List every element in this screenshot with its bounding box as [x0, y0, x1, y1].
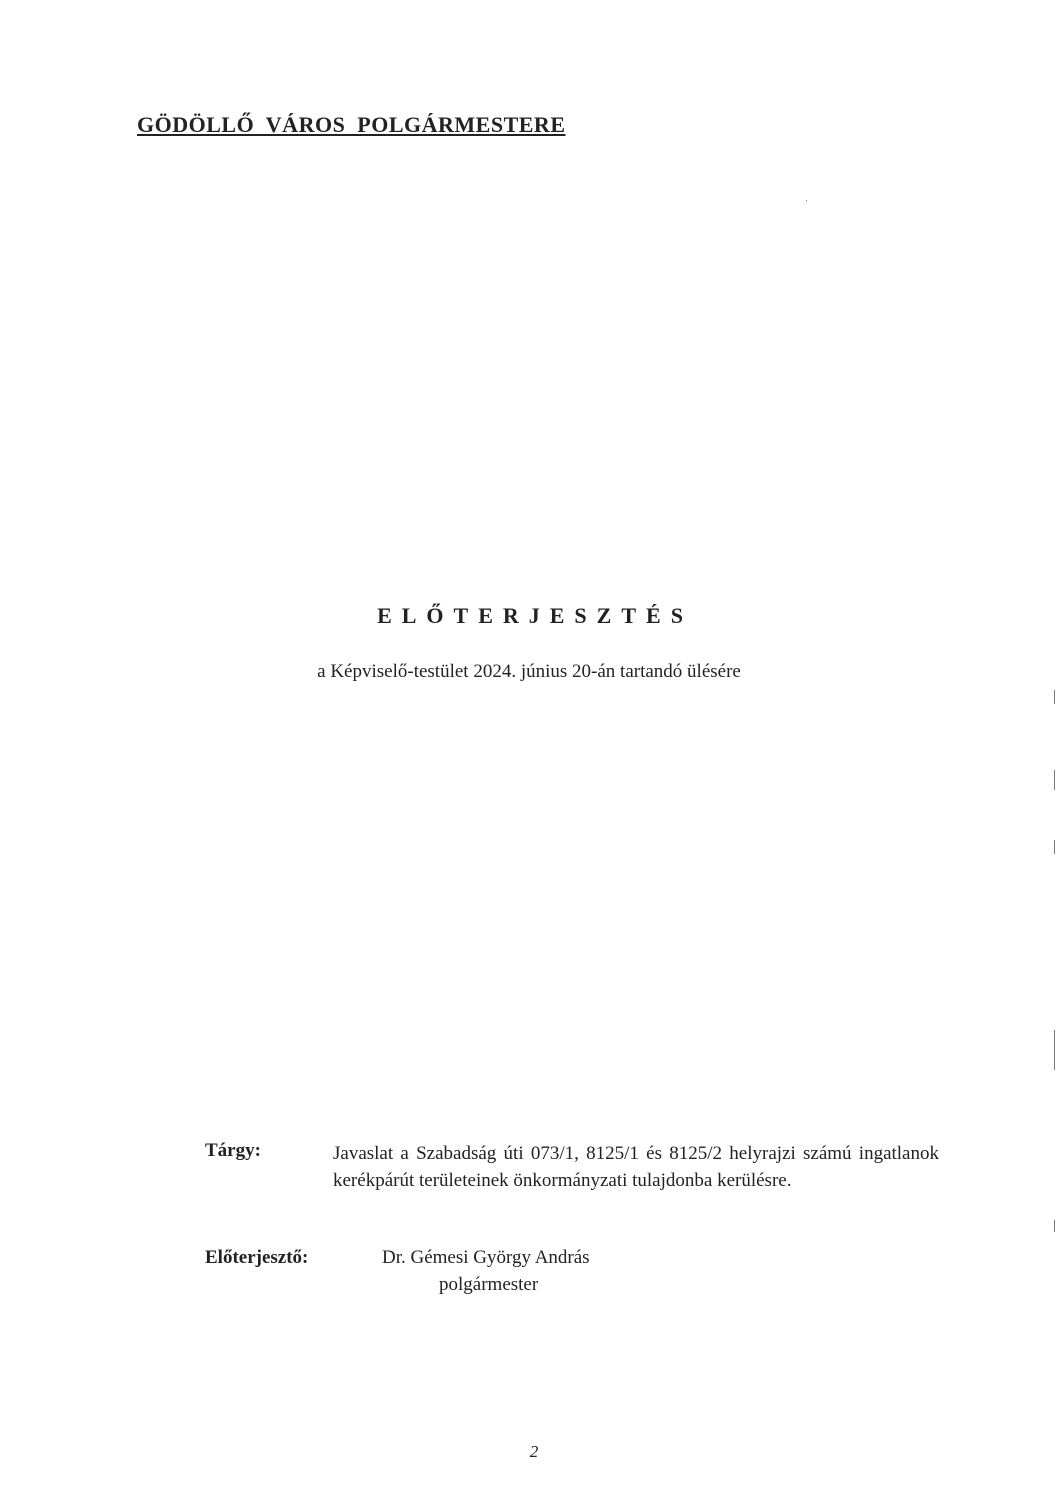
issuer-heading: GÖDÖLLŐ VÁROS POLGÁRMESTERE [137, 112, 566, 137]
scan-speck [1054, 1220, 1055, 1232]
scan-speck [806, 200, 807, 201]
presenter-label: Előterjesztő: [205, 1247, 309, 1268]
presenter-role: polgármester [439, 1274, 539, 1295]
scan-speck [1054, 840, 1055, 854]
document-title: ELŐTERJESZTÉS [377, 603, 693, 628]
document-subtitle: a Képviselő-testület 2024. június 20-án tartandó ülésére [317, 661, 741, 682]
scan-speck [1054, 690, 1055, 704]
scan-speck [1054, 770, 1055, 790]
presenter-name: Dr. Gémesi György András [382, 1247, 590, 1268]
subject-label: Tárgy: [205, 1140, 261, 1161]
page-number: 2 [529, 1442, 539, 1461]
subject-text: Javaslat a Szabadság úti 073/1, 8125/1 és 8125/2 helyrajzi számú ingatlanok kerékpárút területeinek önkormányzati tulajdonba kerülésre. [333, 1143, 939, 1191]
scan-speck [1054, 1030, 1055, 1070]
